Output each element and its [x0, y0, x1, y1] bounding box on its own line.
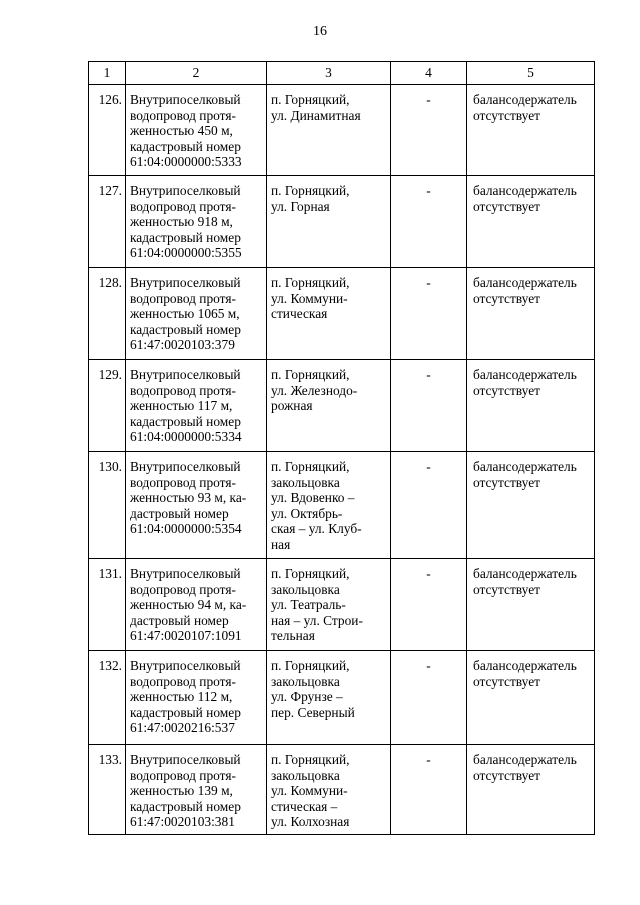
column-4-value: -: [391, 452, 467, 559]
object-address: п. Горняцкий, закольцовка ул. Вдовенко – ул. Октябрь- ская – ул. Клуб- ная: [267, 452, 391, 559]
column-4-value: -: [391, 559, 467, 651]
column-4-value: -: [391, 651, 467, 745]
object-address: п. Горняцкий, закольцовка ул. Фрунзе – пер. Северный: [267, 651, 391, 745]
row-number: 131.: [89, 559, 126, 651]
table-row: [89, 452, 595, 559]
object-address: п. Горняцкий, ул. Динамитная: [267, 85, 391, 176]
header-col-4: 4: [391, 62, 467, 85]
object-description: Внутрипоселковый водопровод протя- женностью 94 м, ка- дастровый номер 61:47:0020107:1091: [126, 559, 267, 651]
balance-holder: балансодержатель отсутствует: [467, 559, 595, 651]
table-row: [89, 268, 595, 360]
row-number: 132.: [89, 651, 126, 745]
object-address: п. Горняцкий, закольцовка ул. Коммуни- стическая – ул. Колхозная: [267, 745, 391, 835]
balance-holder: балансодержатель отсутствует: [467, 745, 595, 835]
table-row: [89, 559, 595, 651]
row-number: 133.: [89, 745, 126, 835]
balance-holder: балансодержатель отсутствует: [467, 452, 595, 559]
header-col-5: 5: [467, 62, 595, 85]
column-4-value: -: [391, 360, 467, 452]
object-address: п. Горняцкий, ул. Коммуни- стическая: [267, 268, 391, 360]
column-4-value: -: [391, 268, 467, 360]
object-description: Внутрипоселковый водопровод протя- женностью 1065 м, кадастровый номер 61:47:0020103:379: [126, 268, 267, 360]
row-number: 128.: [89, 268, 126, 360]
balance-holder: балансодержатель отсутствует: [467, 651, 595, 745]
header-col-1: 1: [89, 62, 126, 85]
row-number: 130.: [89, 452, 126, 559]
header-col-3: 3: [267, 62, 391, 85]
object-description: Внутрипоселковый водопровод протя- женностью 117 м, кадастровый номер 61:04:0000000:5334: [126, 360, 267, 452]
balance-holder: балансодержатель отсутствует: [467, 268, 595, 360]
table-row: [89, 85, 595, 176]
row-number: 127.: [89, 176, 126, 268]
balance-holder: балансодержатель отсутствует: [467, 176, 595, 268]
object-description: Внутрипоселковый водопровод протя- женностью 112 м, кадастровый номер 61:47:0020216:537: [126, 651, 267, 745]
object-address: п. Горняцкий, ул. Железнодо- рожная: [267, 360, 391, 452]
column-4-value: -: [391, 745, 467, 835]
column-4-value: -: [391, 85, 467, 176]
object-description: Внутрипоселковый водопровод протя- женностью 450 м, кадастровый номер 61:04:0000000:5333: [126, 85, 267, 176]
balance-holder: балансодержатель отсутствует: [467, 360, 595, 452]
object-description: Внутрипоселковый водопровод протя- женностью 918 м, кадастровый номер 61:04:0000000:5355: [126, 176, 267, 268]
registry-table: [88, 61, 595, 835]
row-number: 129.: [89, 360, 126, 452]
object-address: п. Горняцкий, ул. Горная: [267, 176, 391, 268]
header-col-2: 2: [126, 62, 267, 85]
balance-holder: балансодержатель отсутствует: [467, 85, 595, 176]
column-4-value: -: [391, 176, 467, 268]
table-row: [89, 360, 595, 452]
table-row: [89, 176, 595, 268]
page-number: 16: [313, 24, 327, 39]
row-number: 126.: [89, 85, 126, 176]
object-description: Внутрипоселковый водопровод протя- женностью 139 м, кадастровый номер 61:47:0020103:381: [126, 745, 267, 835]
object-address: п. Горняцкий, закольцовка ул. Театраль- ная – ул. Строи- тельная: [267, 559, 391, 651]
object-description: Внутрипоселковый водопровод протя- женностью 93 м, ка- дастровый номер 61:04:0000000:5354: [126, 452, 267, 559]
table-header-row: [89, 62, 595, 85]
table-row: [89, 651, 595, 745]
table-row: [89, 745, 595, 835]
